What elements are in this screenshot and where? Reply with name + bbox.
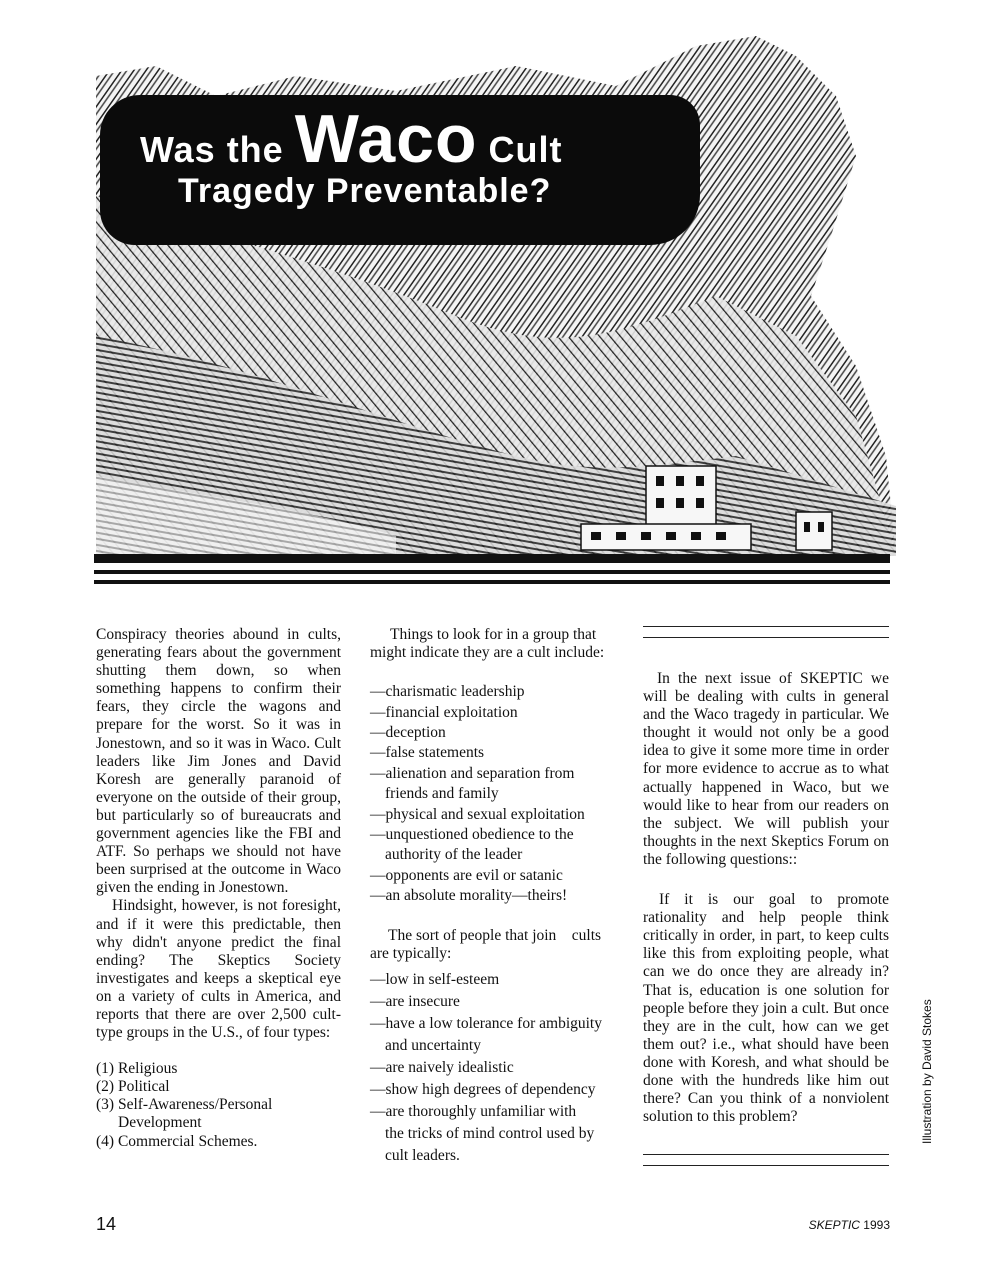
list-item: —physical and sexual exploitation [370, 805, 585, 823]
cult-signs-list [370, 682, 620, 906]
box-rule-bottom-1 [643, 1154, 889, 1155]
page-number: 14 [96, 1214, 117, 1234]
cult-types-list [96, 1060, 341, 1150]
headline-line-1 [140, 100, 563, 178]
hindsight-paragraph: Hindsight, however, is not foresight, and if it were this predictable, then why didn't anyone predict the final ending? The Skeptics Society investigates and keeps a skeptical eye on a variety of cults in America, and reports that there are over 2,500 cult-type groups in the U.S., of four types: [96, 897, 341, 1042]
list-item: —have a low tolerance for ambiguity and uncertainty [370, 1014, 602, 1054]
headline-big-word: Waco [294, 101, 478, 177]
list-item: —alienation and separation from friends and family [370, 764, 575, 803]
list-item: —opponents are evil or satanic [370, 866, 563, 884]
signs-intro: Things to look for in a group that might indicate they are a cult include: [370, 626, 605, 662]
list-item: —financial exploitation [370, 703, 518, 721]
list-item: (3) Self-Awareness/Personal Development [96, 1096, 273, 1132]
list-item: —unquestioned obedience to the authority of the leader [370, 826, 574, 864]
list-item: —are naively idealistic [370, 1058, 514, 1076]
footer-publication [800, 1218, 890, 1232]
divider-rule-mid [94, 570, 890, 574]
list-item: (4) Commercial Schemes. [96, 1132, 258, 1150]
list-item: —low in self-esteem [370, 970, 500, 988]
list-item: —show high degrees of dependency [370, 1080, 596, 1098]
list-item: —are insecure [370, 992, 460, 1010]
headline-suffix: Cult [477, 129, 563, 170]
list-item: —deception [370, 724, 446, 741]
list-item: —are thoroughly unfamiliar with the tricks of mind control used by cult leaders. [370, 1102, 595, 1164]
member-traits-list [370, 969, 620, 1167]
magazine-name: SKEPTIC [808, 1218, 860, 1232]
list-item: (1) Religious [96, 1060, 178, 1078]
box-rule-top-1 [643, 626, 889, 627]
divider-rule-thick [94, 554, 890, 563]
intro-paragraph: Conspiracy theories abound in cults, generating fears about the government shutting them down, so when something happens to confirm their fears, they circle the wagons and prepare for the worst. So it was in Jonestown, and so it was in Waco. Cult leaders like Jim Jones and David Koresh are generally paranoid of everyone on the outside of their group, but particularly so of bureaucrats and government agencies like the FBI and ATF. So perhaps we should not have been surprised at the outcome in Waco given the ending in Jonestown. [96, 626, 341, 897]
list-item: —an absolute morality—theirs! [370, 887, 568, 905]
column-right [643, 626, 889, 1166]
column-middle [370, 626, 620, 1167]
divider-rule-thin [94, 580, 890, 584]
list-item: —charismatic leadership [370, 683, 525, 701]
traits-intro: The sort of people that join cults are typically: [370, 926, 605, 962]
list-item: (2) Political [96, 1078, 170, 1096]
illustration-credit: Illustration by David Stokes [920, 999, 934, 1144]
list-item: —false statements [370, 744, 485, 762]
issue-year: 1993 [859, 1218, 890, 1232]
headline-line-2: Tragedy Preventable? [178, 172, 552, 210]
headline-prefix: Was the [140, 129, 295, 170]
box-rule-bottom-2 [643, 1165, 889, 1166]
next-issue-paragraph: In the next issue of SKEPTIC we will be dealing with cults in general and the Waco tragedy in particular. We thought it would not only be a good idea to give it some more time in order for more evidence to accrue as to what actually happened in Waco, but we would like to hear from our readers on the subject. We will publish your thoughts in the next Skeptics Forum on the following questions:: [643, 670, 889, 868]
column-left [96, 626, 341, 1151]
forum-question-paragraph: If it is our goal to promote rationality and help people think critically in order, in part, to keep cults like this from exploiting people, what can we do once they are already in? That is, education is one solution for people before they join a cult. But once they are in the cult, how can we get them out? i.e., what should have been done with Koresh, and what should be done with the hundreds like him out there? Can you think of a nonviolent solution to this problem? [643, 891, 889, 1126]
